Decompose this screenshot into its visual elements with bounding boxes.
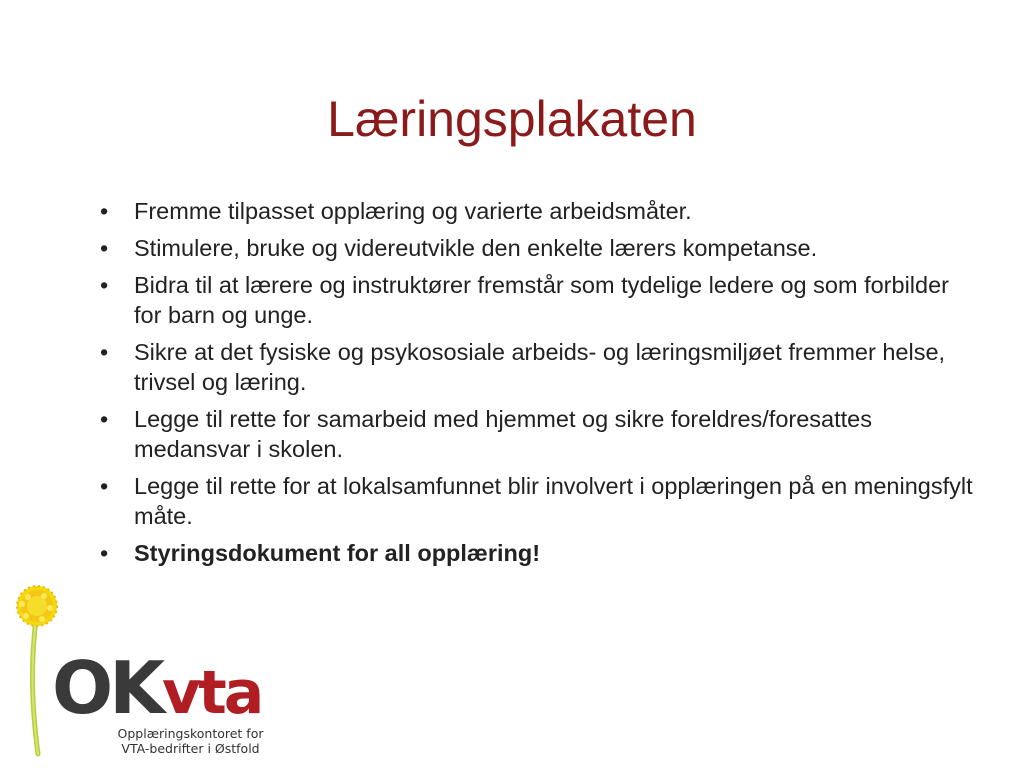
logo-ok-text: OK: [52, 646, 161, 730]
bullet-item: [94, 337, 974, 397]
bullet-text: Bidra til at lærere og instruktører fremstår som tydelige ledere og som forbilder for barn og unge.: [134, 272, 949, 328]
bullet-item: [94, 196, 974, 226]
logo-subtitle-line2: VTA-bedrifter i Østfold: [121, 741, 260, 756]
bullet-item: [94, 233, 974, 263]
bullet-item: [94, 404, 974, 464]
bullet-list: [94, 196, 974, 575]
bullet-marker: •: [100, 235, 109, 261]
bullet-marker: •: [100, 540, 109, 566]
bullet-text: Legge til rette for at lokalsamfunnet blir involvert i opplæringen på en meningsfylt måte.: [134, 473, 973, 529]
bullet-text: Styringsdokument for all opplæring!: [134, 540, 541, 566]
bullet-marker: •: [100, 339, 109, 365]
bullet-marker: •: [100, 272, 109, 298]
logo-vta-text: vta: [162, 658, 262, 728]
logo-subtitle: [108, 726, 273, 756]
logo-subtitle-line1: Opplæringskontoret for: [117, 726, 264, 741]
bullet-item: [94, 471, 974, 531]
bullet-text: Fremme tilpasset opplæring og varierte arbeidsmåter.: [134, 198, 692, 224]
bullet-text: Sikre at det fysiske og psykososiale arbeids- og læringsmiljøet fremmer helse, trivsel og læring.: [134, 339, 946, 395]
bullet-item: [94, 270, 974, 330]
slide-title: Læringsplakaten: [327, 91, 697, 147]
bullet-item-emphasis: [94, 538, 974, 568]
bullet-marker: •: [100, 198, 109, 224]
bullet-text: Stimulere, bruke og videreutvikle den enkelte lærers kompetanse.: [134, 235, 818, 261]
bullet-marker: •: [100, 406, 109, 432]
bullet-text: Legge til rette for samarbeid med hjemmet og sikre foreldres/foresattes medansvar i skolen.: [134, 406, 872, 462]
bullet-marker: •: [100, 473, 109, 499]
